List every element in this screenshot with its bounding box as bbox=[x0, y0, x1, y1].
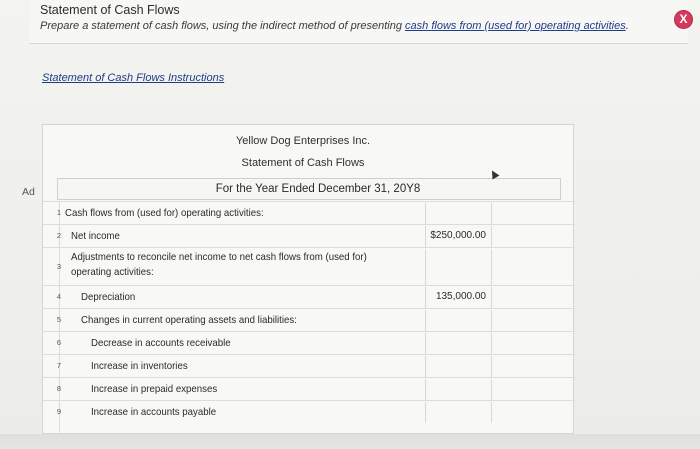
table-row bbox=[43, 247, 575, 285]
row-label[interactable]: Changes in current operating assets and liabilities: bbox=[81, 314, 297, 326]
question-instructions bbox=[40, 20, 629, 32]
close-icon[interactable]: X bbox=[675, 11, 692, 28]
statement-period: For the Year Ended December 31, 20Y8 bbox=[215, 183, 421, 195]
row-label[interactable]: Increase in accounts payable bbox=[91, 406, 217, 418]
total-cell[interactable] bbox=[491, 287, 575, 308]
depreciation-amount[interactable]: 135,000.00 bbox=[435, 291, 486, 302]
question-title: Statement of Cash Flows bbox=[40, 3, 180, 17]
total-cell[interactable] bbox=[491, 249, 575, 285]
instructions-suffix: . bbox=[625, 20, 629, 32]
amount-cell[interactable] bbox=[425, 356, 491, 377]
amount-cell[interactable] bbox=[425, 249, 491, 285]
row-number: 8 bbox=[56, 384, 61, 393]
net-income-amount[interactable]: $250,000.00 bbox=[430, 230, 486, 241]
row-label[interactable]: Cash flows from (used for) operating activities: bbox=[65, 207, 264, 219]
period-field[interactable] bbox=[57, 178, 561, 200]
side-label: Ad bbox=[22, 186, 35, 198]
row-number: 9 bbox=[56, 407, 61, 416]
statement-instructions-link[interactable]: Statement of Cash Flows Instructions bbox=[42, 72, 225, 84]
table-row bbox=[43, 400, 575, 423]
row-label[interactable]: Depreciation bbox=[81, 291, 136, 303]
question-header bbox=[30, 0, 688, 44]
row-label[interactable]: Adjustments to reconcile net income to net cash flows from (used for) operating activities: bbox=[71, 251, 367, 278]
amount-cell[interactable] bbox=[425, 379, 491, 400]
total-cell[interactable] bbox=[491, 402, 575, 423]
table-row bbox=[43, 224, 575, 247]
amount-cell[interactable] bbox=[425, 310, 491, 331]
table-row bbox=[43, 354, 575, 377]
instructions-prefix: Prepare a statement of cash flows, using the indirect method of presenting bbox=[40, 20, 406, 32]
statement-name: Statement of Cash Flows bbox=[241, 157, 365, 169]
row-number: 6 bbox=[56, 338, 61, 347]
table-row bbox=[43, 285, 575, 308]
table-row bbox=[43, 308, 575, 331]
amount-cell[interactable] bbox=[425, 203, 491, 224]
row-label[interactable]: Decrease in accounts receivable bbox=[91, 337, 231, 349]
operating-activities-link[interactable]: cash flows from (used for) operating activities bbox=[405, 20, 626, 32]
total-cell[interactable] bbox=[491, 203, 575, 224]
row-number: 1 bbox=[56, 208, 61, 217]
total-cell[interactable] bbox=[491, 310, 575, 331]
table-row bbox=[43, 331, 575, 354]
company-name: Yellow Dog Enterprises Inc. bbox=[235, 135, 371, 147]
total-cell[interactable] bbox=[491, 379, 575, 400]
total-cell[interactable] bbox=[491, 356, 575, 377]
row-number: 7 bbox=[56, 361, 61, 370]
table-row bbox=[43, 201, 575, 224]
amount-cell[interactable] bbox=[425, 333, 491, 354]
row-number: 4 bbox=[56, 292, 61, 301]
row-number: 5 bbox=[56, 315, 61, 324]
row-number: 3 bbox=[56, 262, 61, 271]
bottom-edge bbox=[0, 434, 700, 449]
row-label[interactable]: Increase in prepaid expenses bbox=[91, 383, 218, 395]
row-number: 2 bbox=[56, 231, 61, 240]
total-cell[interactable] bbox=[491, 226, 575, 247]
row-label[interactable]: Increase in inventories bbox=[91, 360, 188, 372]
amount-cell[interactable] bbox=[425, 402, 491, 423]
total-cell[interactable] bbox=[491, 333, 575, 354]
table-row bbox=[43, 377, 575, 400]
row-label[interactable]: Net income bbox=[71, 230, 120, 242]
